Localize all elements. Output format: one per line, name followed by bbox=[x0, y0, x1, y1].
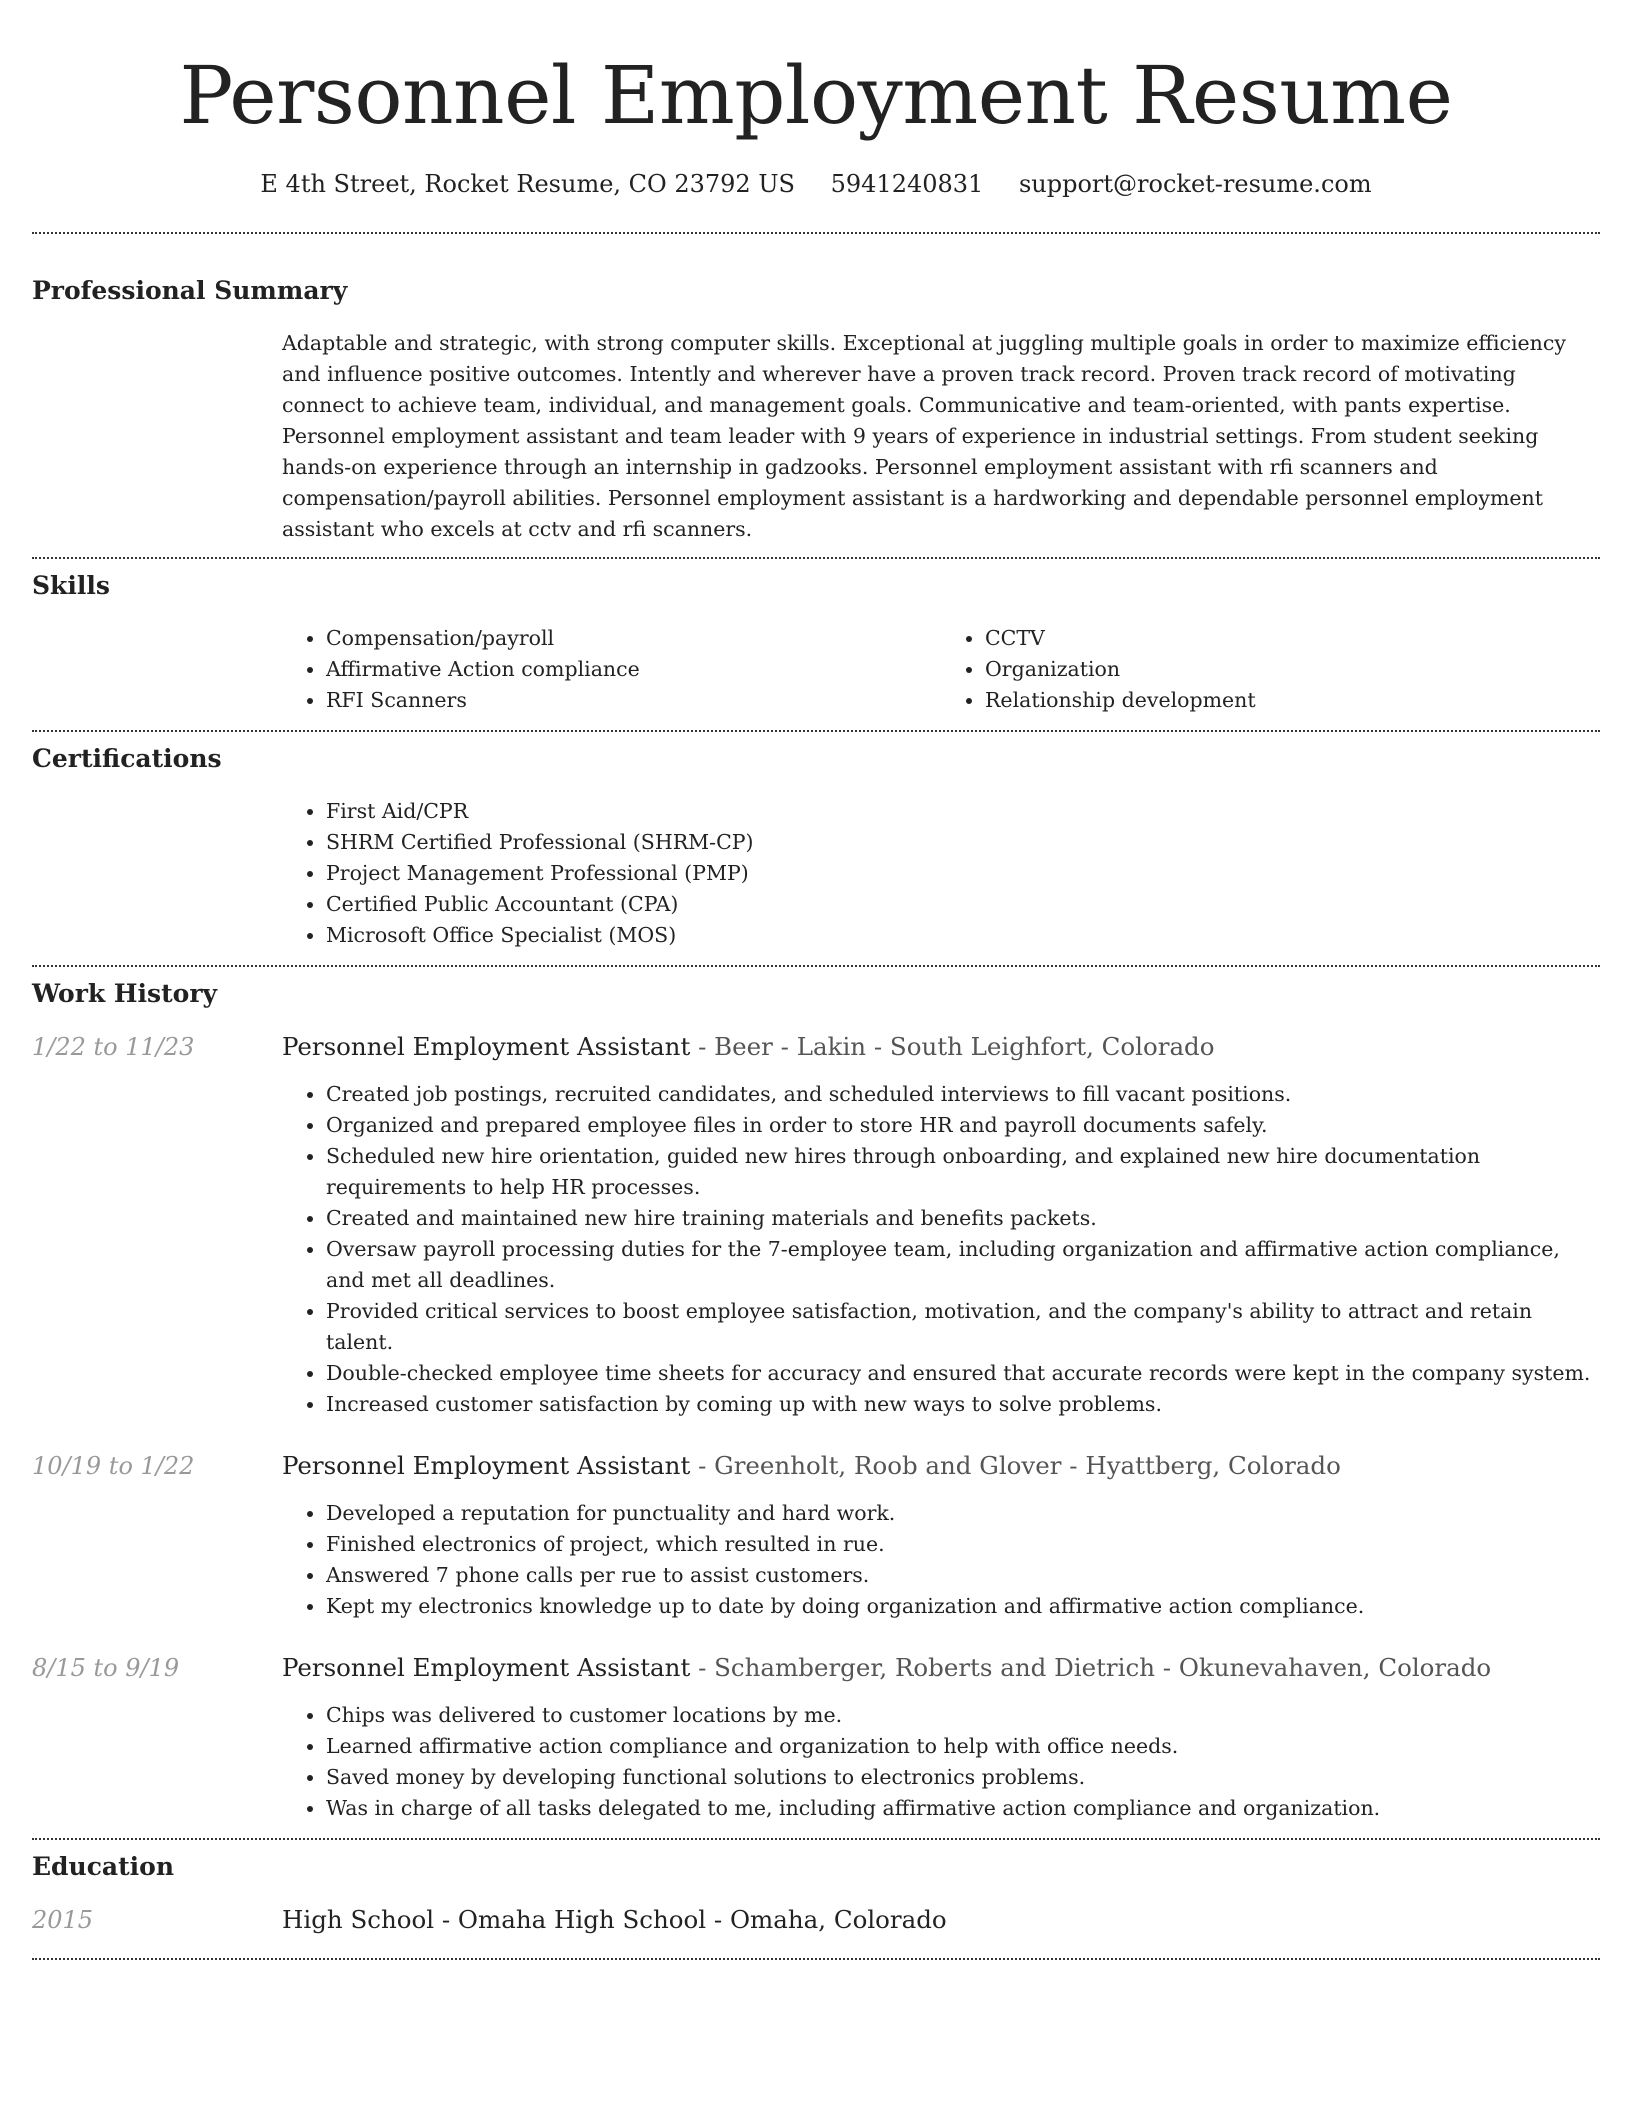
education-year: 2015 bbox=[32, 1906, 94, 1934]
education-heading: Education bbox=[32, 1852, 175, 1881]
skill-item: • Relationship development bbox=[985, 685, 1600, 716]
job-bullet: • Saved money by developing functional solutions to electronics problems. bbox=[326, 1762, 1600, 1793]
certification-item: • Microsoft Office Specialist (MOS) bbox=[326, 920, 1600, 951]
job-bullet: • Chips was delivered to customer locations by me. bbox=[326, 1700, 1600, 1731]
certification-item: • First Aid/CPR bbox=[326, 796, 1600, 827]
summary-text: Adaptable and strategic, with strong computer skills. Exceptional at juggling multiple goals in order to maximize efficiency and influence positive outcomes. Intently and wherever have a proven track record. Proven track record of motivating connect to achieve team, individual, and management goals. Communicative and team-oriented, with pants expertise. Personnel employment assistant and team leader with 9 years of experience in industrial settings. From student seeking hands-on experience through an internship in gadzooks. Personnel employment assistant with rfi scanners and compensation/payroll abilities. Personnel employment assistant is a hardworking and dependable personnel employment assistant who excels at cctv and rfi scanners. bbox=[282, 331, 1566, 541]
skill-item: • CCTV bbox=[985, 623, 1600, 654]
resume-title: Personnel Employment Resume bbox=[179, 49, 1453, 142]
job-bullet: • Was in charge of all tasks delegated to me, including affirmative action compliance and organization. bbox=[326, 1793, 1600, 1824]
education-section bbox=[32, 1840, 1600, 1936]
certification-item: • Certified Public Accountant (CPA) bbox=[326, 889, 1600, 920]
job-role: Personnel Employment Assistant bbox=[282, 1032, 691, 1061]
job-title bbox=[282, 1031, 1600, 1063]
summary-heading: Professional Summary bbox=[32, 276, 348, 305]
job-bullet: • Answered 7 phone calls per rue to assist customers. bbox=[326, 1560, 1600, 1591]
resume-page bbox=[32, 0, 1600, 1960]
address: E 4th Street, Rocket Resume, CO 23792 US bbox=[260, 170, 795, 198]
skills-section bbox=[32, 559, 1600, 716]
skill-item: • RFI Scanners bbox=[326, 685, 941, 716]
job-bullet: • Oversaw payroll processing duties for the 7-employee team, including organization and affirmative action compliance, and met all deadlines. bbox=[326, 1234, 1600, 1296]
job-bullet: • Learned affirmative action compliance and organization to help with office needs. bbox=[326, 1731, 1600, 1762]
divider bbox=[32, 1958, 1600, 1960]
skill-item: • Compensation/payroll bbox=[326, 623, 941, 654]
job-bullet: • Increased customer satisfaction by coming up with new ways to solve problems. bbox=[326, 1389, 1600, 1420]
job-entry bbox=[32, 1652, 1600, 1824]
job-details: - Greenholt, Roob and Glover - Hyattberg, Colorado bbox=[690, 1451, 1341, 1480]
job-bullet: • Provided critical services to boost employee satisfaction, motivation, and the company's ability to attract and retain talent. bbox=[326, 1296, 1600, 1358]
phone: 5941240831 bbox=[830, 170, 984, 198]
certifications-heading: Certifications bbox=[32, 744, 222, 773]
work-history-section bbox=[32, 967, 1600, 1824]
email: support@rocket-resume.com bbox=[1018, 170, 1372, 198]
job-title bbox=[282, 1652, 1600, 1684]
job-bullet: • Scheduled new hire orientation, guided new hires through onboarding, and explained new hire documentation requirements to help HR processes. bbox=[326, 1141, 1600, 1203]
job-dates: 10/19 to 1/22 bbox=[32, 1452, 195, 1480]
skills-list-2 bbox=[941, 623, 1600, 716]
job-role: Personnel Employment Assistant bbox=[282, 1653, 691, 1682]
job-bullet: • Organized and prepared employee files in order to store HR and payroll documents safely. bbox=[326, 1110, 1600, 1141]
job-bullet: • Double-checked employee time sheets for accuracy and ensured that accurate records were kept in the company system. bbox=[326, 1358, 1600, 1389]
job-bullets bbox=[282, 1498, 1600, 1622]
job-bullet: • Kept my electronics knowledge up to date by doing organization and affirmative action compliance. bbox=[326, 1591, 1600, 1622]
certifications-list bbox=[282, 796, 1600, 951]
certifications-section bbox=[32, 732, 1600, 951]
job-role: Personnel Employment Assistant bbox=[282, 1451, 691, 1480]
skill-item: • Organization bbox=[985, 654, 1600, 685]
job-bullets bbox=[282, 1700, 1600, 1824]
certification-item: • Project Management Professional (PMP) bbox=[326, 858, 1600, 889]
contact-line bbox=[32, 170, 1600, 198]
job-entry bbox=[32, 1031, 1600, 1420]
job-bullet: • Created and maintained new hire training materials and benefits packets. bbox=[326, 1203, 1600, 1234]
job-details: - Schamberger, Roberts and Dietrich - Okunevahaven, Colorado bbox=[690, 1653, 1492, 1682]
work-history-heading: Work History bbox=[32, 979, 218, 1008]
skill-item: • Affirmative Action compliance bbox=[326, 654, 941, 685]
job-bullet: • Developed a reputation for punctuality and hard work. bbox=[326, 1498, 1600, 1529]
certification-item: • SHRM Certified Professional (SHRM-CP) bbox=[326, 827, 1600, 858]
summary-section bbox=[32, 234, 1600, 545]
skills-list-1 bbox=[282, 623, 941, 716]
education-school: High School - Omaha High School - Omaha, Colorado bbox=[282, 1905, 947, 1934]
job-dates: 1/22 to 11/23 bbox=[32, 1033, 195, 1061]
job-bullet: • Finished electronics of project, which resulted in rue. bbox=[326, 1529, 1600, 1560]
job-title bbox=[282, 1450, 1600, 1482]
job-bullets bbox=[282, 1079, 1600, 1420]
job-dates: 8/15 to 9/19 bbox=[32, 1654, 180, 1682]
job-details: - Beer - Lakin - South Leighfort, Colorado bbox=[690, 1032, 1215, 1061]
job-bullet: • Created job postings, recruited candidates, and scheduled interviews to fill vacant positions. bbox=[326, 1079, 1600, 1110]
skills-heading: Skills bbox=[32, 571, 110, 600]
job-entry bbox=[32, 1450, 1600, 1622]
